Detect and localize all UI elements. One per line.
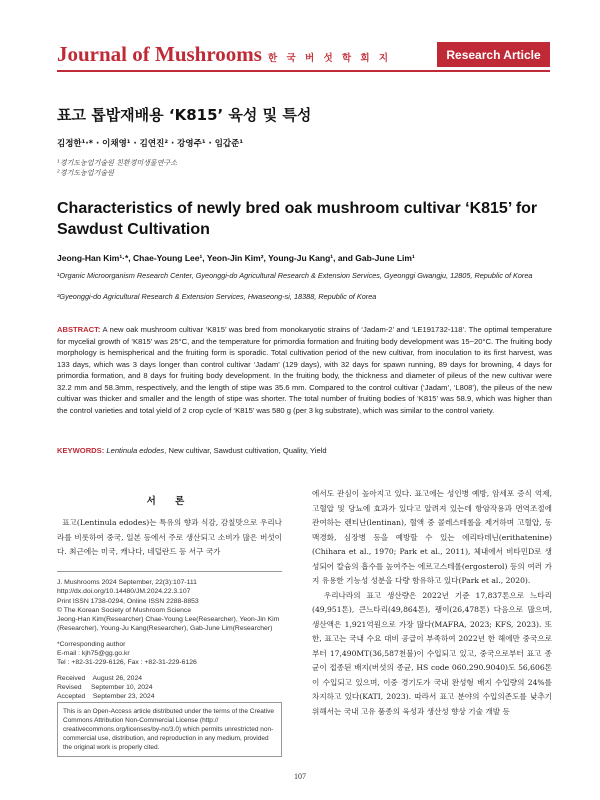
korean-affiliation-1: ¹경기도농업기술원 친환경미생물연구소 xyxy=(57,159,177,167)
corresponding-tel: Tel : +82-31-229-6126, Fax : +82-31-229-6126 xyxy=(57,659,197,667)
header-divider xyxy=(57,70,550,72)
author-roles: Jeong-Han Kim(Researcher) Chae-Young Lee(Researcher), Yeon-Jin Kim (Researcher), Young-Ju Kang(Researcher), Gab-June Lim(Researcher) xyxy=(57,616,280,633)
corresponding-label: *Corresponding author xyxy=(57,640,126,648)
copyright: © The Korean Society of Mushroom Science xyxy=(57,606,192,614)
accepted-date: Accepted September 23, 2024 xyxy=(57,693,155,701)
section-title: 서 론 xyxy=(146,496,193,507)
intro-right-text: 에서도 관심이 높아지고 있다. 표고에는 성인병 예방, 암세포 증식 억제, 고혈압 및 당뇨에 효과가 있다고 알려져 있는데 항암작용과 면역조절에 관여하는 렌티난(lentinan), 혈액 중 콜레스테롤을 제거하며 고혈압, 동맥경화, 심장병 등을 예방할 수 있는 에리타데닌(erithatenine)(Chihara et al., 1970; Park et al., 2011), 체내에서 비타민D로 생성되어 칼슘의 흡수를 높여주는 에르고스테롤(ergosterol) 등의 여러 가지 유용한 기능성 성분을 다량 함유하고 있다(Park et al., 2020). 우리나라의 표고 생산량은 2022년 기준 17,837톤으로 느타리(49,951톤), 큰느타리(49,864톤), 팽이(26,478톤) 다음으로 많으며, 생산액은 1,921억원으로 가장 많다(MAFRA, 2023; KFS, 2023). 또한, 표고는 국내 수요 대비 공급이 부족하여 2022년 한 해에만 중국으로부터 17,490MT(36,587천불)이 수입되고 있고, 중국으로부터 표고 종균이 접종된 배지(버섯의 종균, HS code 060.290.9040)도 56,606톤이 수입되고 있으며, 이중 경기도가 국내 완성형 배지 수입량의 24%를 차지하고 있다(KATI, 2023). 따라서 표고 분야의 수입의존도를 낮추기 위해서는 국내 고유 품종의 육성과 생산성 향상 기술 개발 등 xyxy=(312,489,553,716)
english-affiliation-2: ²Gyeonggi-do Agricultural Research & Extension Services, Hwaseong-si, 18388, Republic of Korea xyxy=(57,292,377,301)
korean-title: 표고 톱밥재배용 ‘K815’ 육성 및 특성 xyxy=(57,106,312,124)
journal-korean-title: 한 국 버 섯 학 회 지 xyxy=(268,53,392,64)
revised-date: Revised September 10, 2024 xyxy=(57,683,153,691)
received-date: Received August 26, 2024 xyxy=(57,674,143,682)
intro-left-text: 표고(Lentinula edodes)는 특유의 향과 식감, 감칠맛으로 우리나라를 비롯하여 중국, 일본 등에서 주로 생산되고 소비가 많은 버섯이다. 최근에는 미국, 캐나다, 네덜란드 등 서구 국가 xyxy=(57,518,283,556)
korean-affiliation-2: ²경기도농업기술원 xyxy=(57,169,114,177)
doi-link[interactable]: http://dx.doi.org/10.14480/JM.2024.22.3.107 xyxy=(57,588,191,596)
keywords-list: , New cultivar, Sawdust cultivation, Quality, Yield xyxy=(164,446,327,455)
keywords xyxy=(57,446,552,455)
abstract-text: A new oak mushroom cultivar ‘K815’ was bred from monokaryotic strains of ‘Jadam-2’ and ‘LE191732-118’. The optimal temperature for mycelial growth of ‘K815’ was 25°C, and the temperature for primordia formation and fruiting body development was 15~20°C. The fruiting body morphology is hemispherical and the fruiting form is sporadic. Total cultivation period of the new cultivar, from inoculation to its first harvest, was 133 days, which was 3 days longer than control cultivar ‘Jadam’ (129 days), with 32 days for spawn running, 89 days for browning, 4 days for primordia formation, and 8 days for fruiting body development. In the fruiting body, the thickness and diameter of pileus of the new cultivar were 32.2 mm and 58.3mm, respectively, and the length of stipe was 35.6 mm. Compared to the control cultivar (‘Jadam’, ‘L808’), the pileus of the new cultivar was thicker and smaller and the length of stipe was shorter. The total number of fruiting bodies of ‘K815’ was 58.9, which was higher than the control varieties and total yield of 2 crop cycle of ‘K815’ was 580 g (per 3 kg substrate), which was similar to the control variety. xyxy=(57,325,552,415)
page-number: 107 xyxy=(294,772,306,781)
journal-title: Journal of Mushrooms xyxy=(57,42,262,66)
license-box: This is an Open-Access article distributed under the terms of the Creative Commons Attribution Non-Commercial License (http:// creativecommons.org/licenses/by-nc/3.0) which permits unrestricted non-commercial use, distribution, and reproduction in any medium, provided the original work is properly cited. xyxy=(57,702,282,757)
abstract-label: ABSTRACT: xyxy=(57,325,101,334)
article-type-badge: Research Article xyxy=(437,42,550,67)
english-title: Characteristics of newly bred oak mushroom cultivar ‘K815’ for Sawdust Cultivation xyxy=(57,200,538,238)
issn: Print ISSN 1738-0294, Online ISSN 2288-8853 xyxy=(57,597,199,605)
english-affiliation-1: ¹Organic Microorganism Research Center, Gyeonggi-do Agricultural Research & Extension Services, Gyeonggi Gwangju, 12805, Republic of Korea xyxy=(57,271,533,280)
citation: J. Mushrooms 2024 September, 22(3):107-111 xyxy=(57,579,197,586)
abstract xyxy=(57,324,552,416)
corresponding-email[interactable]: E-mail : kjh75@gg.go.kr xyxy=(57,650,130,658)
keywords-label: KEYWORDS: xyxy=(57,446,105,455)
korean-authors: 김정한¹·* · 이채영¹ · 김연진² · 강영주¹ · 임갑준¹ xyxy=(57,139,244,149)
keywords-italic: Lentinula edodes xyxy=(106,446,165,455)
english-authors: Jeong-Han Kim¹·*, Chae-Young Lee¹, Yeon-Jin Kim², Young-Ju Kang¹, and Gab-June Lim¹ xyxy=(57,253,415,263)
